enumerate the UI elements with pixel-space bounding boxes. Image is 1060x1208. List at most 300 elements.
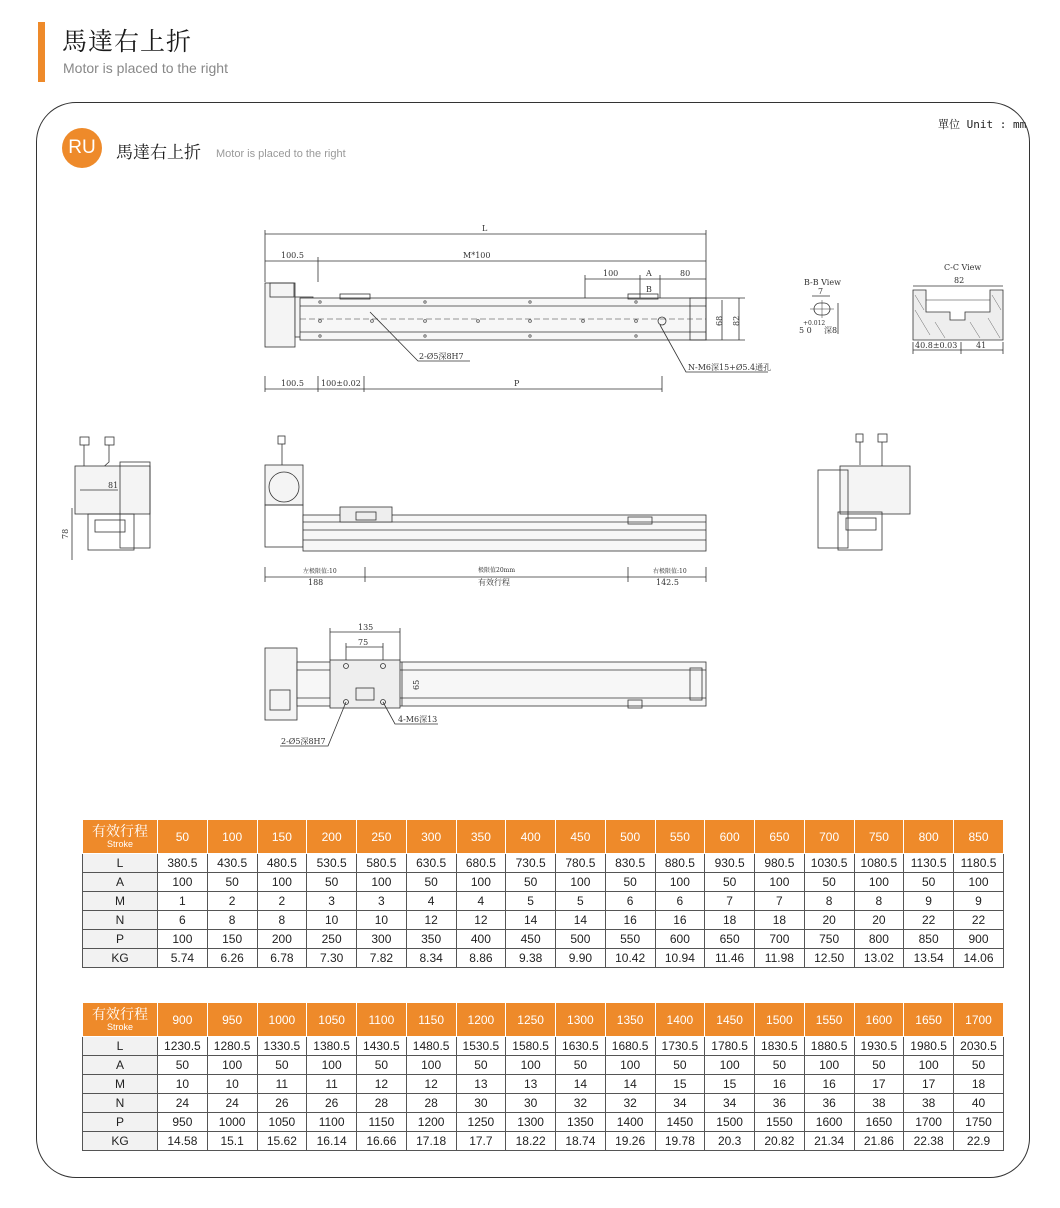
table-cell: 26 — [307, 1094, 357, 1113]
table-cell: 1150 — [357, 1113, 407, 1132]
stroke-cell: 850 — [954, 820, 1004, 854]
table-cell: 1780.5 — [705, 1037, 755, 1056]
table-cell: 50 — [605, 873, 655, 892]
side-dim-78: 78 — [61, 528, 70, 539]
bb-depth: 深8 — [824, 326, 838, 335]
table-cell: 10.42 — [605, 949, 655, 968]
table-cell: 13 — [506, 1075, 556, 1094]
front-view — [265, 436, 706, 587]
table-cell: 7.82 — [357, 949, 407, 968]
table-cell: 1630.5 — [556, 1037, 606, 1056]
table-cell: 24 — [158, 1094, 208, 1113]
stroke-label-cn: 有效行程 — [92, 1006, 148, 1022]
table-cell: 1730.5 — [655, 1037, 705, 1056]
table-row-m — [83, 1075, 1004, 1094]
table-cell: 50 — [257, 1056, 307, 1075]
table-cell: 800 — [854, 930, 904, 949]
table-cell: 8 — [257, 911, 307, 930]
table-cell: 480.5 — [257, 854, 307, 873]
table-cell: 9.90 — [556, 949, 606, 968]
table-cell: 11.98 — [755, 949, 805, 968]
table-cell: 34 — [655, 1094, 705, 1113]
dim-142-5: 142.5 — [656, 578, 679, 587]
stroke-cell: 100 — [207, 820, 257, 854]
bb-tolerance: +0.012 — [803, 320, 826, 327]
stroke-cell: 1200 — [456, 1003, 506, 1037]
row-label: P — [83, 1113, 158, 1132]
stroke-cell: 1350 — [605, 1003, 655, 1037]
stroke-cell: 350 — [456, 820, 506, 854]
table-cell: 1100 — [307, 1113, 357, 1132]
dim-65: 65 — [412, 679, 421, 690]
table-cell: 26 — [257, 1094, 307, 1113]
table-cell: 700 — [755, 930, 805, 949]
row-label: A — [83, 1056, 158, 1075]
table-cell: 20.3 — [705, 1132, 755, 1151]
table-cell: 100 — [158, 930, 208, 949]
row-label: N — [83, 911, 158, 930]
stroke-cell: 1000 — [257, 1003, 307, 1037]
table-cell: 1550 — [755, 1113, 805, 1132]
stroke-cell: 1300 — [556, 1003, 606, 1037]
table-cell: 11 — [307, 1075, 357, 1094]
cc-dim-right: 41 — [976, 341, 987, 350]
stroke-cell: 1500 — [755, 1003, 805, 1037]
table-cell: 750 — [804, 930, 854, 949]
table-cell: 50 — [705, 873, 755, 892]
table-cell: 1450 — [655, 1113, 705, 1132]
stroke-cell: 1550 — [804, 1003, 854, 1037]
cc-dim-left: 40.8±0.03 — [915, 341, 958, 350]
table-cell: 100 — [456, 873, 506, 892]
table-cell: 3 — [357, 892, 407, 911]
spec-table-2 — [82, 1002, 1004, 1151]
table-cell: 22.9 — [954, 1132, 1004, 1151]
table-cell: 32 — [556, 1094, 606, 1113]
table-cell: 22 — [904, 911, 954, 930]
table-cell: 100 — [406, 1056, 456, 1075]
dim-100-5-bottom: 100.5 — [281, 379, 304, 388]
stroke-cell: 1050 — [307, 1003, 357, 1037]
table-cell: 12 — [357, 1075, 407, 1094]
table-cell: 1380.5 — [307, 1037, 357, 1056]
table-cell: 1230.5 — [158, 1037, 208, 1056]
table-cell: 100 — [755, 873, 805, 892]
table-cell: 950 — [158, 1113, 208, 1132]
stroke-cell: 600 — [705, 820, 755, 854]
spec-table-1 — [82, 819, 1004, 968]
table-cell: 100 — [655, 873, 705, 892]
table-cell: 8 — [854, 892, 904, 911]
ru-badge: RU — [62, 128, 102, 168]
table-cell: 10 — [307, 911, 357, 930]
table-cell: 14.58 — [158, 1132, 208, 1151]
table-row-l — [83, 854, 1004, 873]
note-m6-taps: 4-M6深13 — [398, 715, 438, 724]
right-limit: 右极限值:10 — [653, 568, 687, 575]
table-cell: 1750 — [954, 1113, 1004, 1132]
page-title: 馬達右上折 — [62, 27, 193, 56]
stroke-cell: 950 — [207, 1003, 257, 1037]
table-cell: 17.7 — [456, 1132, 506, 1151]
table-cell: 6.26 — [207, 949, 257, 968]
table-cell: 50 — [406, 873, 456, 892]
table-cell: 13.54 — [904, 949, 954, 968]
table-cell: 7 — [705, 892, 755, 911]
table-cell: 22.38 — [904, 1132, 954, 1151]
table-cell: 50 — [357, 1056, 407, 1075]
table-cell: 1000 — [207, 1113, 257, 1132]
table-cell: 1480.5 — [406, 1037, 456, 1056]
table-cell: 19.78 — [655, 1132, 705, 1151]
table-cell: 17.18 — [406, 1132, 456, 1151]
stroke-header-row — [83, 1003, 1004, 1037]
table-cell: 1830.5 — [755, 1037, 805, 1056]
row-label: A — [83, 873, 158, 892]
stroke-label-cell — [83, 1003, 158, 1037]
table-cell: 18 — [705, 911, 755, 930]
table-cell: 50 — [755, 1056, 805, 1075]
table-cell: 1650 — [854, 1113, 904, 1132]
stroke-label-cn: 有效行程 — [92, 823, 148, 839]
table-cell: 28 — [406, 1094, 456, 1113]
table-row-kg — [83, 949, 1004, 968]
table-cell: 1700 — [904, 1113, 954, 1132]
table-cell: 16 — [655, 911, 705, 930]
limit-20: 极限值20mm — [478, 567, 516, 574]
table-cell: 40 — [954, 1094, 1004, 1113]
table-cell: 6 — [655, 892, 705, 911]
table-cell: 1500 — [705, 1113, 755, 1132]
table-cell: 10 — [158, 1075, 208, 1094]
bb-five: 5 0 — [799, 326, 812, 335]
stroke-cell: 1450 — [705, 1003, 755, 1037]
table-cell: 9 — [904, 892, 954, 911]
table-cell: 1530.5 — [456, 1037, 506, 1056]
table-cell: 11.46 — [705, 949, 755, 968]
table-cell: 7 — [755, 892, 805, 911]
bb-view-title: B-B View — [804, 278, 841, 287]
table-cell: 14 — [605, 1075, 655, 1094]
table-cell: 3 — [307, 892, 357, 911]
row-label: N — [83, 1094, 158, 1113]
table-cell: 100 — [307, 1056, 357, 1075]
table-cell: 630.5 — [406, 854, 456, 873]
left-limit: 左极限值:10 — [303, 568, 337, 575]
table-row-l — [83, 1037, 1004, 1056]
table-cell: 50 — [804, 873, 854, 892]
table-cell: 11 — [257, 1075, 307, 1094]
table-cell: 100 — [854, 873, 904, 892]
table-cell: 1030.5 — [804, 854, 854, 873]
table-cell: 100 — [904, 1056, 954, 1075]
table-cell: 20.82 — [755, 1132, 805, 1151]
row-label: P — [83, 930, 158, 949]
table-cell: 1200 — [406, 1113, 456, 1132]
table-cell: 21.86 — [854, 1132, 904, 1151]
note-bottom-pins: 2-Ø5深8H7 — [281, 737, 326, 746]
table-cell: 17 — [854, 1075, 904, 1094]
stroke-cell: 1650 — [904, 1003, 954, 1037]
table-cell: 8.34 — [406, 949, 456, 968]
note-pin-holes: 2-Ø5深8H7 — [419, 352, 464, 361]
table-cell: 30 — [506, 1094, 556, 1113]
stroke-cell: 1250 — [506, 1003, 556, 1037]
table-cell: 12 — [406, 1075, 456, 1094]
table-cell: 38 — [854, 1094, 904, 1113]
table-cell: 34 — [705, 1094, 755, 1113]
stroke-cell: 550 — [655, 820, 705, 854]
table-cell: 7.30 — [307, 949, 357, 968]
dim-m-x100: M*100 — [463, 251, 491, 260]
table-cell: 850 — [904, 930, 954, 949]
table-cell: 36 — [755, 1094, 805, 1113]
table-cell: 830.5 — [605, 854, 655, 873]
table-cell: 50 — [655, 1056, 705, 1075]
table-cell: 900 — [954, 930, 1004, 949]
stroke-cell: 750 — [854, 820, 904, 854]
table-row-m — [83, 892, 1004, 911]
table-cell: 9 — [954, 892, 1004, 911]
table-cell: 1350 — [556, 1113, 606, 1132]
table-row-p — [83, 1113, 1004, 1132]
dim-100: 100 — [603, 269, 619, 278]
table-cell: 12 — [406, 911, 456, 930]
table-cell: 1330.5 — [257, 1037, 307, 1056]
table-cell: 6.78 — [257, 949, 307, 968]
table-cell: 16 — [605, 911, 655, 930]
table-row-n — [83, 1094, 1004, 1113]
table-cell: 4 — [456, 892, 506, 911]
table-cell: 2 — [257, 892, 307, 911]
table-cell: 500 — [556, 930, 606, 949]
row-label: L — [83, 1037, 158, 1056]
stroke-cell: 50 — [158, 820, 208, 854]
table-cell: 200 — [257, 930, 307, 949]
table-cell: 21.34 — [804, 1132, 854, 1151]
dim-75: 75 — [358, 638, 369, 647]
stroke-cell: 900 — [158, 1003, 208, 1037]
table-cell: 14 — [556, 911, 606, 930]
dim-82: 82 — [732, 315, 741, 326]
table-cell: 16.66 — [357, 1132, 407, 1151]
table-cell: 15 — [705, 1075, 755, 1094]
table-cell: 8 — [804, 892, 854, 911]
table-cell: 1180.5 — [954, 854, 1004, 873]
table-cell: 980.5 — [755, 854, 805, 873]
dim-80: 80 — [680, 269, 691, 278]
table-cell: 20 — [854, 911, 904, 930]
dim-A: A — [646, 269, 652, 278]
table-cell: 14 — [556, 1075, 606, 1094]
table-cell: 1580.5 — [506, 1037, 556, 1056]
table-cell: 38 — [904, 1094, 954, 1113]
table-cell: 13 — [456, 1075, 506, 1094]
table-cell: 150 — [207, 930, 257, 949]
table-cell: 16.14 — [307, 1132, 357, 1151]
top-view — [265, 224, 771, 392]
table-cell: 30 — [456, 1094, 506, 1113]
table-cell: 300 — [357, 930, 407, 949]
table-cell: 15 — [655, 1075, 705, 1094]
table-cell: 1280.5 — [207, 1037, 257, 1056]
stroke-header-row — [83, 820, 1004, 854]
note-tapped-holes: N-M6深15+Ø5.4通孔 — [688, 363, 772, 372]
table-cell: 50 — [954, 1056, 1004, 1075]
dim-188: 188 — [308, 578, 324, 587]
table-cell: 18 — [954, 1075, 1004, 1094]
table-cell: 36 — [804, 1094, 854, 1113]
page-subtitle: Motor is placed to the right — [63, 60, 228, 76]
table-cell: 16 — [755, 1075, 805, 1094]
table-cell: 18.22 — [506, 1132, 556, 1151]
stroke-label-cell — [83, 820, 158, 854]
table-row-a — [83, 1056, 1004, 1075]
table-cell: 100 — [605, 1056, 655, 1075]
table-cell: 1980.5 — [904, 1037, 954, 1056]
stroke-cell: 1600 — [854, 1003, 904, 1037]
table-cell: 1400 — [605, 1113, 655, 1132]
table-cell: 1430.5 — [357, 1037, 407, 1056]
table-row-p — [83, 930, 1004, 949]
table-cell: 600 — [655, 930, 705, 949]
table-cell: 5 — [556, 892, 606, 911]
table-cell: 380.5 — [158, 854, 208, 873]
row-label: M — [83, 1075, 158, 1094]
table-cell: 5 — [506, 892, 556, 911]
table-cell: 5.74 — [158, 949, 208, 968]
dim-P: P — [514, 379, 520, 388]
dim-L: L — [482, 224, 488, 233]
table-cell: 1130.5 — [904, 854, 954, 873]
right-side-view — [818, 434, 910, 550]
table-cell: 50 — [556, 1056, 606, 1075]
table-cell: 10 — [207, 1075, 257, 1094]
left-side-view — [61, 437, 150, 560]
table-cell: 50 — [854, 1056, 904, 1075]
table-cell: 680.5 — [456, 854, 506, 873]
stroke-cell: 150 — [257, 820, 307, 854]
table-cell: 730.5 — [506, 854, 556, 873]
table-cell: 50 — [207, 873, 257, 892]
table-cell: 100 — [158, 873, 208, 892]
stroke-cell: 250 — [357, 820, 407, 854]
table-cell: 780.5 — [556, 854, 606, 873]
table-cell: 28 — [357, 1094, 407, 1113]
table-cell: 930.5 — [705, 854, 755, 873]
section-title: 馬達右上折 — [116, 143, 201, 163]
table-cell: 1250 — [456, 1113, 506, 1132]
table-cell: 100 — [556, 873, 606, 892]
table-cell: 8.86 — [456, 949, 506, 968]
table-cell: 100 — [705, 1056, 755, 1075]
table-row-a — [83, 873, 1004, 892]
table-cell: 9.38 — [506, 949, 556, 968]
table-cell: 580.5 — [357, 854, 407, 873]
stroke-cell: 1700 — [954, 1003, 1004, 1037]
stroke-cell: 500 — [605, 820, 655, 854]
cc-view-title: C-C View — [944, 263, 982, 272]
table-cell: 50 — [158, 1056, 208, 1075]
table-cell: 1080.5 — [854, 854, 904, 873]
table-cell: 15.62 — [257, 1132, 307, 1151]
stroke-cell: 650 — [755, 820, 805, 854]
table-cell: 18.74 — [556, 1132, 606, 1151]
table-cell: 400 — [456, 930, 506, 949]
table-cell: 100 — [804, 1056, 854, 1075]
bottom-view — [265, 623, 706, 746]
stroke-cell: 450 — [556, 820, 606, 854]
table-cell: 1 — [158, 892, 208, 911]
table-cell: 15.1 — [207, 1132, 257, 1151]
table-cell: 100 — [207, 1056, 257, 1075]
table-cell: 100 — [257, 873, 307, 892]
table-cell: 50 — [307, 873, 357, 892]
stroke-cell: 1150 — [406, 1003, 456, 1037]
dim-100-5-top: 100.5 — [281, 251, 304, 260]
stroke-cell: 400 — [506, 820, 556, 854]
section-mark-B: B — [646, 285, 652, 294]
table-cell: 20 — [804, 911, 854, 930]
table-cell: 1300 — [506, 1113, 556, 1132]
table-cell: 18 — [755, 911, 805, 930]
effective-stroke-label: 有效行程 — [478, 578, 510, 587]
stroke-label-en: Stroke — [106, 839, 133, 849]
table-cell: 8 — [207, 911, 257, 930]
table-cell: 450 — [506, 930, 556, 949]
dim-100-tol: 100±0.02 — [321, 379, 361, 388]
cc-view — [913, 263, 1003, 354]
table-row-kg — [83, 1132, 1004, 1151]
dim-68: 68 — [715, 315, 724, 326]
table-cell: 14 — [506, 911, 556, 930]
table-cell: 1600 — [804, 1113, 854, 1132]
table-cell: 1050 — [257, 1113, 307, 1132]
table-cell: 100 — [506, 1056, 556, 1075]
table-cell: 14.06 — [954, 949, 1004, 968]
table-cell: 880.5 — [655, 854, 705, 873]
table-cell: 2030.5 — [954, 1037, 1004, 1056]
stroke-cell: 1100 — [357, 1003, 407, 1037]
table-cell: 50 — [456, 1056, 506, 1075]
table-cell: 12 — [456, 911, 506, 930]
table-cell: 24 — [207, 1094, 257, 1113]
table-cell: 50 — [506, 873, 556, 892]
bb-view — [799, 278, 841, 335]
table-cell: 10 — [357, 911, 407, 930]
dim-135: 135 — [358, 623, 374, 632]
side-dim-81: 81 — [108, 481, 119, 490]
cc-width: 82 — [954, 276, 965, 285]
table-cell: 4 — [406, 892, 456, 911]
bb-width: 7 — [818, 287, 824, 296]
table-cell: 22 — [954, 911, 1004, 930]
table-cell: 430.5 — [207, 854, 257, 873]
table-cell: 17 — [904, 1075, 954, 1094]
table-cell: 250 — [307, 930, 357, 949]
table-cell: 12.50 — [804, 949, 854, 968]
section-subtitle: Motor is placed to the right — [216, 148, 346, 160]
table-cell: 100 — [357, 873, 407, 892]
table-cell: 100 — [954, 873, 1004, 892]
table-cell: 13.02 — [854, 949, 904, 968]
table-cell: 550 — [605, 930, 655, 949]
table-cell: 1930.5 — [854, 1037, 904, 1056]
table-cell: 19.26 — [605, 1132, 655, 1151]
table-cell: 350 — [406, 930, 456, 949]
table-cell: 530.5 — [307, 854, 357, 873]
stroke-label-en: Stroke — [106, 1022, 133, 1032]
